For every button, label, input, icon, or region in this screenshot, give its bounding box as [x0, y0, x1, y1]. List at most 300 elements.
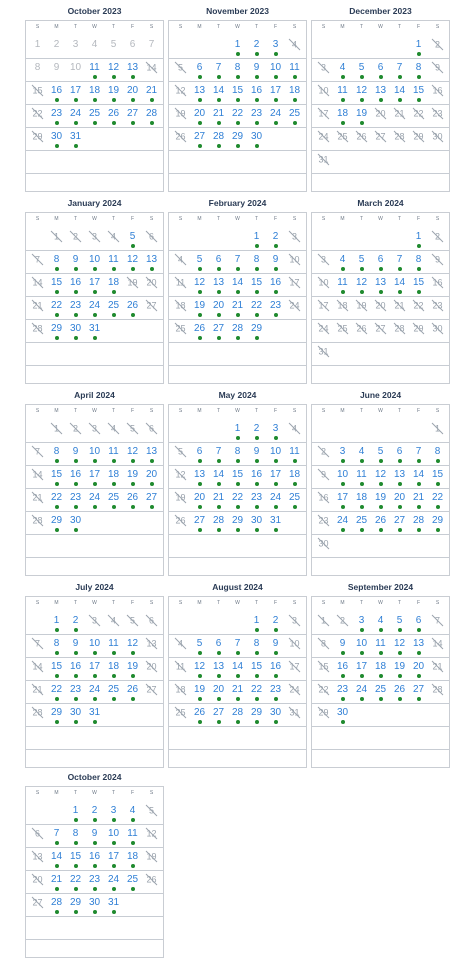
day-available[interactable] — [66, 81, 85, 104]
day-available[interactable] — [228, 250, 247, 273]
day-available[interactable] — [123, 442, 142, 465]
unavailable-slash-icon — [145, 804, 158, 817]
day-available[interactable] — [266, 680, 285, 703]
day-available[interactable] — [142, 465, 161, 488]
day-available[interactable] — [190, 319, 209, 342]
day-available[interactable] — [390, 465, 409, 488]
day-available[interactable] — [66, 680, 85, 703]
day-available[interactable] — [428, 511, 447, 534]
day-available[interactable] — [266, 81, 285, 104]
day-available[interactable] — [285, 104, 304, 127]
day-available[interactable] — [228, 703, 247, 726]
day-available[interactable] — [228, 511, 247, 534]
day-available[interactable] — [333, 250, 352, 273]
day-unavailable — [171, 104, 190, 127]
day-available[interactable] — [190, 634, 209, 657]
day-available[interactable] — [285, 81, 304, 104]
availability-dot-icon — [398, 628, 402, 632]
day-available[interactable] — [104, 104, 123, 127]
day-available[interactable] — [190, 703, 209, 726]
day-available[interactable] — [209, 250, 228, 273]
day-available[interactable] — [266, 703, 285, 726]
day-available[interactable] — [409, 81, 428, 104]
day-available[interactable] — [428, 442, 447, 465]
day-available[interactable] — [228, 35, 247, 58]
day-available[interactable] — [209, 703, 228, 726]
day-available[interactable] — [371, 680, 390, 703]
availability-dot-icon — [255, 720, 259, 724]
availability-dot-icon — [150, 459, 154, 463]
day-available[interactable] — [409, 488, 428, 511]
day-available[interactable] — [247, 634, 266, 657]
day-available[interactable] — [266, 442, 285, 465]
day-available[interactable] — [352, 58, 371, 81]
day-available[interactable] — [123, 250, 142, 273]
day-available[interactable] — [266, 104, 285, 127]
day-available[interactable] — [371, 273, 390, 296]
day-available[interactable] — [190, 511, 209, 534]
day-available[interactable] — [247, 419, 266, 442]
unavailable-slash-icon — [317, 107, 330, 120]
unavailable-slash-icon — [288, 637, 301, 650]
unavailable-slash-icon — [431, 253, 444, 266]
day-available[interactable] — [333, 657, 352, 680]
day-available[interactable] — [85, 801, 104, 824]
day-available[interactable] — [47, 680, 66, 703]
day-available[interactable] — [123, 801, 142, 824]
day-available[interactable] — [352, 81, 371, 104]
day-available[interactable] — [409, 634, 428, 657]
day-available[interactable] — [123, 488, 142, 511]
day-available[interactable] — [85, 893, 104, 916]
day-available[interactable] — [190, 680, 209, 703]
day-available[interactable] — [228, 58, 247, 81]
day-available[interactable] — [209, 465, 228, 488]
day-available[interactable] — [228, 296, 247, 319]
day-available[interactable] — [123, 680, 142, 703]
day-available[interactable] — [66, 847, 85, 870]
svg-text:4: 4 — [110, 423, 117, 434]
day-available[interactable] — [409, 611, 428, 634]
unavailable-slash-icon — [374, 130, 387, 143]
availability-dot-icon — [236, 674, 240, 678]
day-available[interactable] — [123, 847, 142, 870]
day-available[interactable] — [85, 58, 104, 81]
day-available[interactable] — [47, 893, 66, 916]
day-available[interactable] — [47, 657, 66, 680]
day-available[interactable] — [123, 296, 142, 319]
day-available[interactable] — [85, 319, 104, 342]
day-available[interactable] — [85, 442, 104, 465]
day-available[interactable] — [371, 442, 390, 465]
day-available[interactable] — [266, 511, 285, 534]
day-number: 16 — [50, 85, 63, 96]
day-available[interactable] — [85, 465, 104, 488]
day-available[interactable] — [85, 870, 104, 893]
day-available[interactable] — [104, 273, 123, 296]
day-available[interactable] — [371, 250, 390, 273]
day-available[interactable] — [47, 634, 66, 657]
day-available[interactable] — [47, 488, 66, 511]
day-available[interactable] — [104, 870, 123, 893]
day-available[interactable] — [371, 81, 390, 104]
day-available[interactable] — [333, 58, 352, 81]
day-available[interactable] — [209, 273, 228, 296]
day-available[interactable] — [85, 824, 104, 847]
day-available[interactable] — [47, 104, 66, 127]
day-available[interactable] — [190, 273, 209, 296]
day-available[interactable] — [142, 488, 161, 511]
day-available[interactable] — [228, 81, 247, 104]
day-available[interactable] — [104, 824, 123, 847]
day-available[interactable] — [228, 680, 247, 703]
day-available[interactable] — [371, 634, 390, 657]
day-available[interactable] — [247, 35, 266, 58]
availability-dot-icon — [217, 674, 221, 678]
day-available[interactable] — [123, 58, 142, 81]
day-available[interactable] — [247, 296, 266, 319]
day-available[interactable] — [104, 634, 123, 657]
day-available[interactable] — [104, 657, 123, 680]
day-available[interactable] — [390, 250, 409, 273]
day-available[interactable] — [285, 488, 304, 511]
day-available[interactable] — [228, 634, 247, 657]
day-available[interactable] — [409, 273, 428, 296]
day-unavailable — [428, 127, 447, 150]
day-available[interactable] — [247, 703, 266, 726]
day-number: 11 — [356, 469, 367, 480]
day-available[interactable] — [247, 250, 266, 273]
day-number: 8 — [53, 638, 60, 649]
day-available[interactable] — [409, 442, 428, 465]
day-available[interactable] — [66, 488, 85, 511]
availability-dot-icon — [74, 864, 78, 868]
day-available[interactable] — [371, 58, 390, 81]
day-available[interactable] — [66, 127, 85, 150]
day-available[interactable] — [352, 657, 371, 680]
day-available[interactable] — [409, 680, 428, 703]
day-available[interactable] — [209, 81, 228, 104]
day-available[interactable] — [66, 250, 85, 273]
day-available[interactable] — [142, 81, 161, 104]
day-number: 17 — [88, 277, 101, 288]
day-available[interactable] — [47, 296, 66, 319]
day-available[interactable] — [47, 319, 66, 342]
day-available[interactable] — [266, 465, 285, 488]
day-available[interactable] — [247, 680, 266, 703]
day-available[interactable] — [190, 442, 209, 465]
day-available[interactable] — [228, 127, 247, 150]
day-unavailable — [28, 319, 47, 342]
day-available[interactable] — [123, 634, 142, 657]
day-available[interactable] — [85, 488, 104, 511]
day-available[interactable] — [333, 511, 352, 534]
day-available[interactable] — [123, 657, 142, 680]
day-available[interactable] — [390, 488, 409, 511]
availability-dot-icon — [417, 505, 421, 509]
day-available[interactable] — [209, 634, 228, 657]
day-available[interactable] — [266, 488, 285, 511]
day-available[interactable] — [371, 511, 390, 534]
day-available[interactable] — [247, 611, 266, 634]
day-available[interactable] — [266, 657, 285, 680]
day-available[interactable] — [247, 58, 266, 81]
day-available[interactable] — [47, 442, 66, 465]
day-available[interactable] — [266, 634, 285, 657]
day-available[interactable] — [104, 465, 123, 488]
day-available[interactable] — [228, 319, 247, 342]
day-available[interactable] — [66, 442, 85, 465]
day-available[interactable] — [352, 104, 371, 127]
day-available[interactable] — [104, 893, 123, 916]
month-calendar — [168, 582, 307, 768]
day-available[interactable] — [390, 511, 409, 534]
day-available[interactable] — [190, 465, 209, 488]
day-available[interactable] — [266, 35, 285, 58]
day-available[interactable] — [247, 104, 266, 127]
day-available[interactable] — [333, 273, 352, 296]
day-available[interactable] — [209, 511, 228, 534]
day-available[interactable] — [85, 634, 104, 657]
day-available[interactable] — [85, 657, 104, 680]
day-available[interactable] — [104, 488, 123, 511]
day-available[interactable] — [352, 680, 371, 703]
day-available[interactable] — [104, 58, 123, 81]
day-available[interactable] — [190, 296, 209, 319]
day-available[interactable] — [409, 511, 428, 534]
availability-dot-icon — [255, 528, 259, 532]
day-available[interactable] — [333, 680, 352, 703]
svg-text:4: 4 — [291, 423, 298, 434]
day-available[interactable] — [228, 273, 247, 296]
day-available[interactable] — [266, 273, 285, 296]
day-available[interactable] — [390, 634, 409, 657]
day-number: 30 — [250, 131, 263, 142]
day-available[interactable] — [142, 250, 161, 273]
day-available[interactable] — [247, 273, 266, 296]
day-available[interactable] — [85, 250, 104, 273]
day-available[interactable] — [66, 657, 85, 680]
day-available[interactable] — [66, 893, 85, 916]
day-number: 4 — [339, 62, 346, 73]
day-available[interactable] — [266, 58, 285, 81]
day-available[interactable] — [333, 703, 352, 726]
day-available[interactable] — [428, 465, 447, 488]
day-available[interactable] — [142, 442, 161, 465]
day-available[interactable] — [47, 465, 66, 488]
day-available[interactable] — [409, 58, 428, 81]
day-available[interactable] — [352, 442, 371, 465]
day-available[interactable] — [190, 58, 209, 81]
day-available[interactable] — [85, 81, 104, 104]
day-available[interactable] — [85, 680, 104, 703]
day-available[interactable] — [85, 847, 104, 870]
day-available[interactable] — [47, 81, 66, 104]
day-available[interactable] — [66, 511, 85, 534]
day-available[interactable] — [47, 847, 66, 870]
day-available[interactable] — [190, 250, 209, 273]
day-available[interactable] — [333, 488, 352, 511]
day-available[interactable] — [247, 488, 266, 511]
day-available[interactable] — [104, 847, 123, 870]
day-number: 25 — [126, 874, 139, 885]
day-available[interactable] — [390, 657, 409, 680]
day-available[interactable] — [47, 127, 66, 150]
day-available[interactable] — [123, 824, 142, 847]
day-available[interactable] — [66, 634, 85, 657]
day-available[interactable] — [47, 611, 66, 634]
day-available[interactable] — [390, 81, 409, 104]
svg-text:19: 19 — [356, 300, 367, 311]
day-available[interactable] — [209, 58, 228, 81]
day-available[interactable] — [104, 801, 123, 824]
day-unavailable — [171, 127, 190, 150]
day-available[interactable] — [409, 657, 428, 680]
day-available[interactable] — [428, 488, 447, 511]
day-number: 8 — [53, 254, 60, 265]
day-available[interactable] — [247, 657, 266, 680]
day-number: 11 — [108, 254, 119, 265]
day-number: 27 — [412, 684, 425, 695]
day-available[interactable] — [247, 511, 266, 534]
day-available[interactable] — [209, 442, 228, 465]
day-available[interactable] — [123, 465, 142, 488]
day-available[interactable] — [390, 58, 409, 81]
day-available[interactable] — [247, 319, 266, 342]
day-available[interactable] — [228, 419, 247, 442]
day-available[interactable] — [190, 81, 209, 104]
availability-dot-icon — [379, 505, 383, 509]
day-available[interactable] — [47, 273, 66, 296]
day-available[interactable] — [352, 465, 371, 488]
day-available[interactable] — [104, 296, 123, 319]
day-available[interactable] — [66, 824, 85, 847]
day-available[interactable] — [66, 801, 85, 824]
day-available[interactable] — [371, 657, 390, 680]
day-available[interactable] — [123, 870, 142, 893]
availability-dot-icon — [217, 651, 221, 655]
day-available[interactable] — [266, 250, 285, 273]
day-available[interactable] — [123, 81, 142, 104]
day-available[interactable] — [190, 127, 209, 150]
day-available[interactable] — [390, 611, 409, 634]
day-available[interactable] — [352, 611, 371, 634]
day-available[interactable] — [209, 657, 228, 680]
day-available[interactable] — [285, 442, 304, 465]
availability-dot-icon — [93, 98, 97, 102]
day-available[interactable] — [371, 488, 390, 511]
day-available[interactable] — [47, 250, 66, 273]
day-available[interactable] — [228, 465, 247, 488]
day-available[interactable] — [228, 657, 247, 680]
day-available[interactable] — [104, 81, 123, 104]
day-available[interactable] — [66, 319, 85, 342]
day-available[interactable] — [352, 511, 371, 534]
day-available[interactable] — [333, 104, 352, 127]
day-available[interactable] — [66, 870, 85, 893]
day-available[interactable] — [85, 104, 104, 127]
day-available[interactable] — [142, 104, 161, 127]
day-available[interactable] — [209, 127, 228, 150]
day-available[interactable] — [66, 273, 85, 296]
day-available[interactable] — [352, 488, 371, 511]
day-available[interactable] — [285, 58, 304, 81]
day-available[interactable] — [247, 127, 266, 150]
day-available[interactable] — [85, 273, 104, 296]
day-available[interactable] — [66, 296, 85, 319]
day-available[interactable] — [104, 680, 123, 703]
day-available[interactable] — [247, 465, 266, 488]
day-available[interactable] — [66, 465, 85, 488]
day-available[interactable] — [190, 104, 209, 127]
day-available[interactable] — [85, 703, 104, 726]
day-available[interactable] — [66, 703, 85, 726]
day-available[interactable] — [228, 104, 247, 127]
day-available[interactable] — [409, 227, 428, 250]
day-available[interactable] — [266, 419, 285, 442]
day-available[interactable] — [123, 104, 142, 127]
day-available[interactable] — [209, 104, 228, 127]
day-available[interactable] — [409, 250, 428, 273]
day-available[interactable] — [333, 442, 352, 465]
day-available[interactable] — [190, 488, 209, 511]
day-available[interactable] — [352, 250, 371, 273]
day-available[interactable] — [209, 319, 228, 342]
day-available[interactable] — [228, 488, 247, 511]
day-available[interactable] — [247, 227, 266, 250]
day-available[interactable] — [47, 870, 66, 893]
day-available[interactable] — [247, 442, 266, 465]
day-available[interactable] — [209, 296, 228, 319]
day-available[interactable] — [285, 465, 304, 488]
day-available[interactable] — [352, 273, 371, 296]
day-available[interactable] — [333, 81, 352, 104]
day-available[interactable] — [333, 465, 352, 488]
day-available[interactable] — [333, 634, 352, 657]
day-available[interactable] — [266, 227, 285, 250]
day-available[interactable] — [209, 680, 228, 703]
day-available[interactable] — [266, 296, 285, 319]
day-available[interactable] — [390, 273, 409, 296]
day-available[interactable] — [123, 227, 142, 250]
day-number: 14 — [412, 469, 425, 480]
svg-text:18: 18 — [175, 684, 186, 695]
day-available[interactable] — [209, 488, 228, 511]
day-available[interactable] — [371, 465, 390, 488]
day-available[interactable] — [409, 465, 428, 488]
day-available[interactable] — [104, 442, 123, 465]
day-available[interactable] — [390, 442, 409, 465]
day-available[interactable] — [47, 703, 66, 726]
svg-text:24: 24 — [289, 300, 300, 311]
day-available[interactable] — [266, 611, 285, 634]
day-available[interactable] — [47, 511, 66, 534]
unavailable-slash-icon — [317, 491, 330, 504]
day-available[interactable] — [85, 296, 104, 319]
day-available[interactable] — [47, 824, 66, 847]
day-available[interactable] — [390, 680, 409, 703]
day-available[interactable] — [409, 35, 428, 58]
day-available[interactable] — [190, 657, 209, 680]
day-available[interactable] — [104, 250, 123, 273]
day-available[interactable] — [228, 442, 247, 465]
day-available[interactable] — [247, 81, 266, 104]
day-available[interactable] — [66, 104, 85, 127]
day-available[interactable] — [352, 634, 371, 657]
day-number: 25 — [374, 684, 387, 695]
day-available[interactable] — [371, 611, 390, 634]
day-available[interactable] — [66, 611, 85, 634]
